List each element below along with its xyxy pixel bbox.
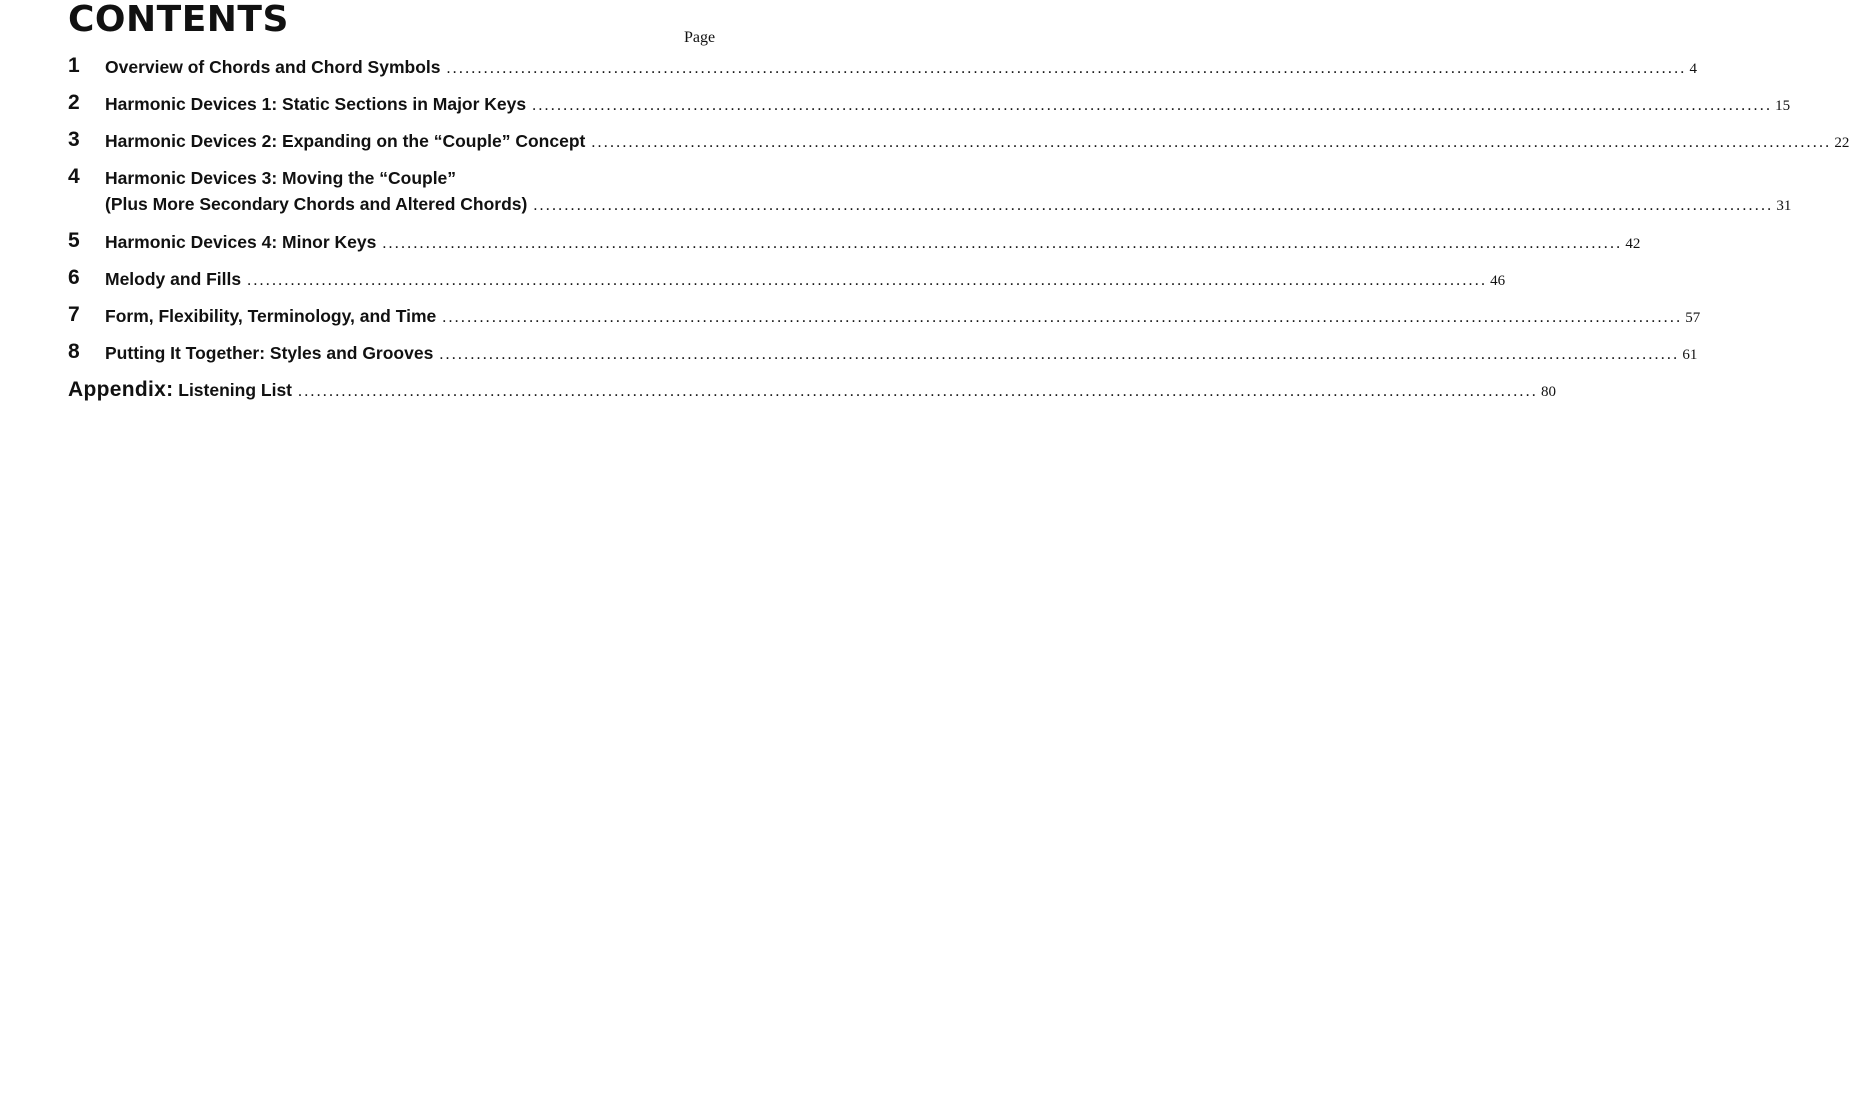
page-number: 42 xyxy=(1625,236,1641,252)
chapter-title: Overview of Chords and Chord Symbols xyxy=(105,57,441,77)
chapter-title: Harmonic Devices 1: Static Sections in Major Keys xyxy=(105,94,527,114)
page-column-label: Page xyxy=(684,29,716,46)
toc-entry-6[interactable] xyxy=(68,264,1506,301)
page-number: 15 xyxy=(1775,98,1791,114)
chapter-number: 5 xyxy=(68,229,80,252)
chapter-title: Putting It Together: Styles and Grooves xyxy=(105,343,434,363)
toc-entry-4[interactable] xyxy=(68,163,1792,227)
chapter-number: 2 xyxy=(68,91,80,114)
chapter-title: Melody and Fills xyxy=(105,269,242,289)
toc-entry-1[interactable] xyxy=(68,52,1697,89)
chapter-title: Harmonic Devices 2: Expanding on the “Couple” Concept xyxy=(105,131,586,151)
page-number: 80 xyxy=(1541,384,1556,400)
page-number: 22 xyxy=(1834,135,1849,151)
chapter-number: 6 xyxy=(68,266,80,289)
toc-entry-8[interactable] xyxy=(68,338,1698,375)
chapter-number: 4 xyxy=(68,165,80,188)
chapter-number: 1 xyxy=(68,54,80,77)
appendix-name: Listening List xyxy=(178,380,292,400)
dot-leader: ........................................................................................................................................................................................................ xyxy=(439,346,1680,363)
dot-leader: ........................................................................................................................................................................................................ xyxy=(382,235,1623,252)
page-title: CONTENTS xyxy=(68,0,289,40)
table-of-contents xyxy=(68,52,1849,412)
dot-leader: ........................................................................................................................................................................................................ xyxy=(533,197,1774,214)
dot-leader: ........................................................................................................................................................................................................ xyxy=(442,309,1683,326)
page-number: 31 xyxy=(1776,198,1792,214)
page-number: 57 xyxy=(1685,310,1701,326)
appendix-title xyxy=(68,379,292,401)
appendix-label: Appendix: xyxy=(68,378,174,401)
toc-entry-5[interactable] xyxy=(68,227,1641,264)
chapter-title-line-1: Harmonic Devices 3: Moving the “Couple” xyxy=(105,168,457,188)
chapter-number: 3 xyxy=(68,128,80,151)
chapter-title: Form, Flexibility, Terminology, and Time xyxy=(105,306,437,326)
chapter-number: 8 xyxy=(68,340,80,363)
chapter-title: Harmonic Devices 4: Minor Keys xyxy=(105,232,377,252)
toc-entry-2[interactable] xyxy=(68,89,1791,126)
toc-entry-3[interactable] xyxy=(68,126,1849,163)
dot-leader: ........................................................................................................................................................................................................ xyxy=(298,383,1538,400)
toc-entry-7[interactable] xyxy=(68,301,1701,338)
dot-leader: ........................................................................................................................................................................................................ xyxy=(446,60,1687,77)
chapter-title-line-2: (Plus More Secondary Chords and Altered Chords) xyxy=(105,194,528,214)
dot-leader: ........................................................................................................................................................................................................ xyxy=(591,134,1832,151)
chapter-number: 7 xyxy=(68,303,80,326)
toc-entry-appendix[interactable] xyxy=(68,375,1556,412)
page-number: 61 xyxy=(1682,347,1698,363)
dot-leader: ........................................................................................................................................................................................................ xyxy=(532,97,1773,114)
dot-leader: ........................................................................................................................................................................................................ xyxy=(247,272,1488,289)
page-number: 4 xyxy=(1689,61,1697,77)
page-number: 46 xyxy=(1490,273,1506,289)
